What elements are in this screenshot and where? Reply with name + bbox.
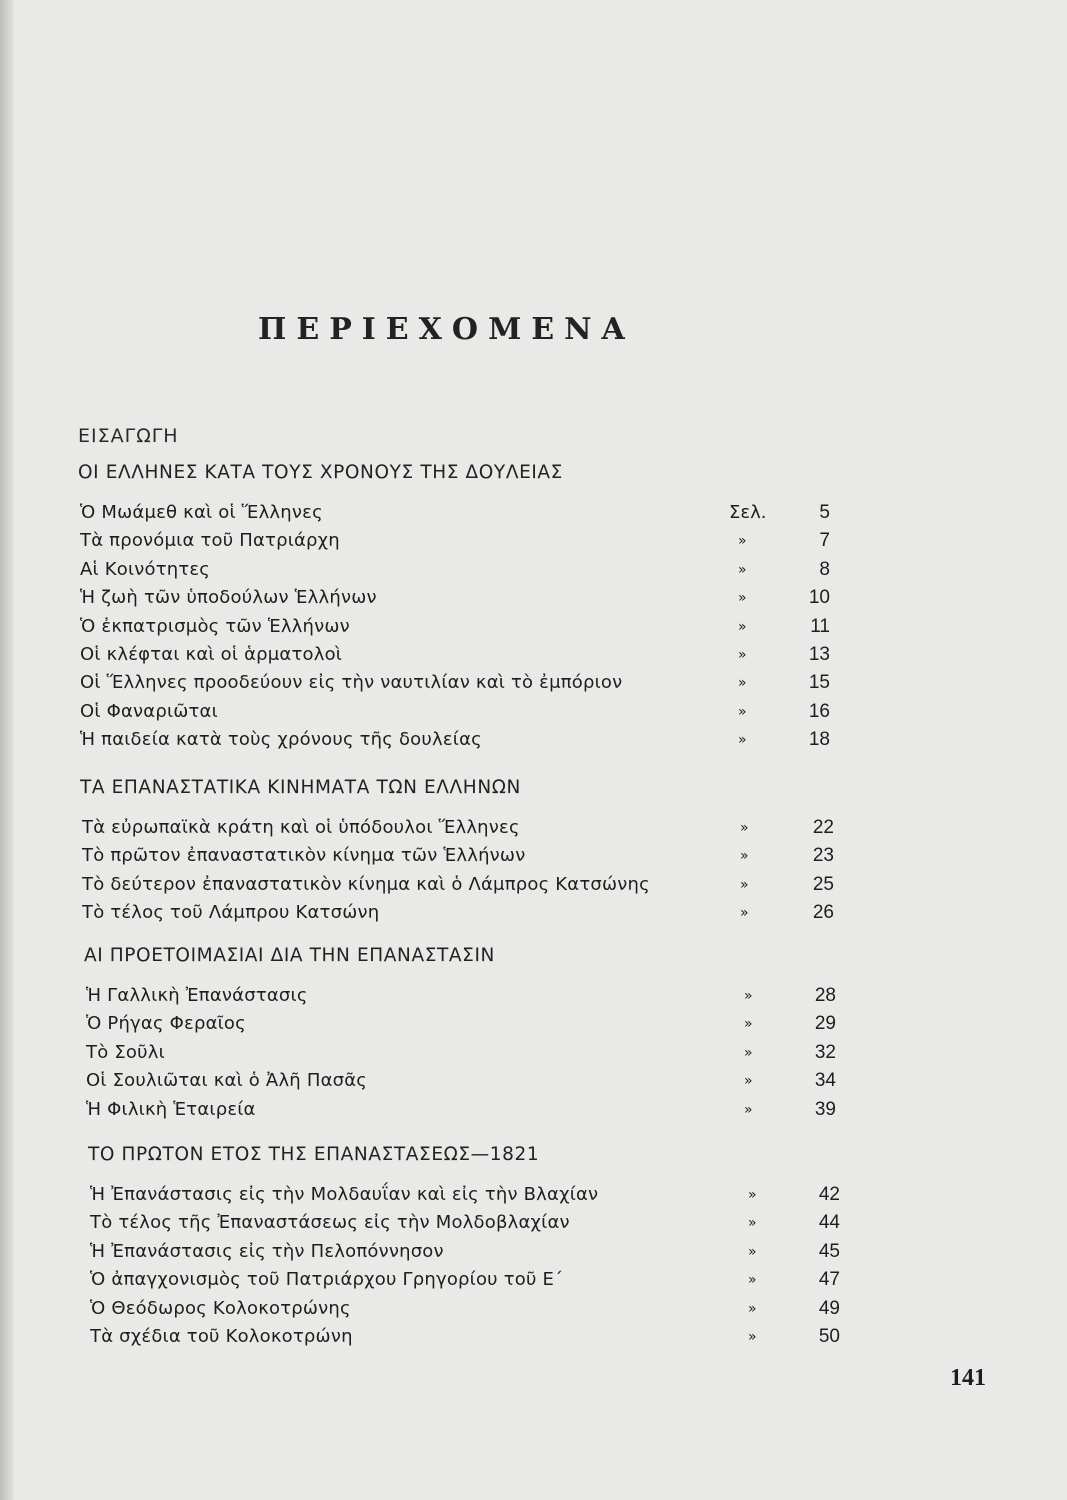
toc-entry bbox=[78, 669, 830, 697]
ditto-mark: » bbox=[738, 533, 747, 550]
entry-title: Ἡ Ἐπανάστασις εἰς τὴν Πελοπόννησον bbox=[90, 1240, 444, 1262]
entry-title: Οἱ κλέφται καὶ οἱ ἁρματολοὶ bbox=[80, 643, 343, 665]
ditto-mark: » bbox=[744, 1073, 753, 1090]
page-title: ΠΕΡΙΕΧΟΜΕΝΑ bbox=[258, 312, 635, 347]
toc-entry bbox=[84, 1096, 836, 1124]
ditto-mark: » bbox=[748, 1243, 757, 1260]
entry-title: Τὰ προνόμια τοῦ Πατριάρχη bbox=[80, 530, 340, 552]
toc-entry bbox=[88, 1209, 840, 1237]
toc-entry bbox=[84, 1039, 836, 1067]
entry-page: 49 bbox=[818, 1297, 840, 1319]
toc-section bbox=[80, 775, 834, 928]
entry-title: Ὁ Ρήγας Φεραῖος bbox=[86, 1013, 246, 1035]
entry-list bbox=[80, 814, 834, 928]
entry-page: 44 bbox=[818, 1212, 840, 1234]
toc-entry bbox=[84, 1067, 836, 1095]
ditto-mark: » bbox=[748, 1272, 757, 1289]
section-heading: ΑΙ ΠΡΟΕΤΟΙΜΑΣΙΑΙ ΔΙΑ ΤΗΝ ΕΠΑΝΑΣΤΑΣΙΝ bbox=[84, 945, 495, 966]
toc-entry bbox=[78, 527, 830, 555]
entry-page: 28 bbox=[814, 985, 836, 1006]
ditto-mark: » bbox=[738, 703, 747, 720]
ditto-mark: » bbox=[738, 561, 747, 578]
entry-page: 47 bbox=[818, 1269, 840, 1291]
ditto-mark: » bbox=[744, 988, 753, 1004]
entry-page: 32 bbox=[814, 1041, 836, 1063]
entry-page: 5 bbox=[819, 502, 830, 523]
entry-page: 13 bbox=[808, 643, 830, 665]
entry-title: Οἱ Ἕλληνες προοδεύουν εἰς τὴν ναυτιλίαν καὶ τὸ ἐμπόριον bbox=[80, 672, 623, 694]
toc-entry bbox=[80, 899, 834, 927]
page-binding-edge bbox=[0, 0, 14, 1500]
entry-title: Τὸ τέλος τοῦ Λάμπρου Κατσώνη bbox=[82, 902, 380, 924]
intro-heading: ΕΙΣΑΓΩΓΗ bbox=[78, 425, 179, 447]
entry-title: Ἡ Ἐπανάστασις εἰς τὴν Μολδαυΐαν καὶ εἰς τὴν Βλαχίαν bbox=[90, 1184, 599, 1205]
toc-entry bbox=[88, 1181, 840, 1209]
entry-title: Ἡ Φιλικὴ Ἑταιρεία bbox=[86, 1098, 256, 1120]
entry-page: 42 bbox=[818, 1184, 840, 1205]
toc-entry bbox=[88, 1238, 840, 1266]
entry-title: Τὸ δεύτερον ἐπαναστατικὸν κίνημα καὶ ὁ Λάμπρος Κατσώνης bbox=[82, 873, 650, 895]
ditto-mark: » bbox=[748, 1300, 757, 1317]
entry-page: 26 bbox=[812, 902, 834, 924]
entry-title: Τὸ πρῶτον ἐπαναστατικὸν κίνημα τῶν Ἑλλήνων bbox=[82, 845, 526, 867]
toc-entry bbox=[80, 814, 834, 842]
entry-list bbox=[78, 499, 830, 755]
entry-page: 22 bbox=[812, 817, 834, 838]
entry-page: 18 bbox=[808, 729, 830, 751]
ditto-mark: » bbox=[748, 1215, 757, 1232]
entry-title: Τὸ τέλος τῆς Ἐπαναστάσεως εἰς τὴν Μολδοβλαχίαν bbox=[90, 1212, 570, 1234]
ditto-mark: » bbox=[740, 848, 749, 865]
entry-page: 50 bbox=[818, 1325, 840, 1347]
toc-entry bbox=[78, 584, 830, 612]
entry-title: Ἡ ζωὴ τῶν ὑποδούλων Ἑλλήνων bbox=[80, 587, 377, 609]
ditto-mark: » bbox=[748, 1328, 757, 1345]
entry-title: Οἱ Σουλιῶται καὶ ὁ Ἀλῆ Πασᾶς bbox=[86, 1070, 368, 1092]
page-abbreviation: Σελ. bbox=[729, 502, 767, 523]
toc-entry bbox=[80, 842, 834, 870]
ditto-mark: » bbox=[738, 732, 747, 749]
entry-page: 23 bbox=[812, 845, 834, 867]
toc-entry bbox=[78, 499, 830, 527]
entry-title: Ἡ Γαλλικὴ Ἐπανάστασις bbox=[86, 985, 308, 1006]
entry-page: 16 bbox=[808, 700, 830, 722]
page-number: 141 bbox=[950, 1365, 986, 1391]
toc-entry bbox=[80, 871, 834, 899]
toc-entry bbox=[78, 556, 830, 584]
toc-entry bbox=[88, 1323, 840, 1351]
entry-title: Ὁ Θεόδωρος Κολοκοτρώνης bbox=[90, 1297, 351, 1319]
ditto-mark: » bbox=[748, 1187, 757, 1203]
toc-entry bbox=[88, 1266, 840, 1294]
entry-title: Αἱ Κοινότητες bbox=[80, 558, 211, 580]
ditto-mark: » bbox=[744, 1016, 753, 1033]
entry-list bbox=[88, 1181, 840, 1351]
section-heading: ΟΙ ΕΛΛΗΝΕΣ ΚΑΤΑ ΤΟΥΣ ΧΡΟΝΟΥΣ ΤΗΣ ΔΟΥΛΕΙΑΣ bbox=[78, 462, 563, 483]
toc-entry bbox=[78, 698, 830, 726]
entry-page: 8 bbox=[819, 558, 830, 580]
toc-entry bbox=[78, 613, 830, 641]
entry-page: 15 bbox=[808, 672, 830, 694]
entry-title: Τὰ εὐρωπαϊκὰ κράτη καὶ οἱ ὑπόδουλοι Ἕλληνες bbox=[82, 817, 520, 838]
toc-section bbox=[78, 460, 830, 755]
toc-entry bbox=[78, 641, 830, 669]
ditto-mark: » bbox=[740, 876, 749, 893]
entry-title: Ὁ ἐκπατρισμὸς τῶν Ἑλλήνων bbox=[80, 615, 350, 637]
ditto-mark: » bbox=[740, 820, 749, 836]
entry-title: Οἱ Φαναριῶται bbox=[80, 700, 218, 722]
section-heading: ΤΟ ΠΡΩΤΟΝ ΕΤΟΣ ΤΗΣ ΕΠΑΝΑΣΤΑΣΕΩΣ—1821 bbox=[88, 1144, 540, 1165]
entry-title: Τὰ σχέδια τοῦ Κολοκοτρώνη bbox=[90, 1325, 353, 1347]
toc-entry bbox=[78, 726, 830, 754]
entry-title: Τὸ Σοῦλι bbox=[86, 1041, 165, 1063]
ditto-mark: » bbox=[744, 1101, 753, 1118]
toc-section bbox=[88, 1142, 840, 1351]
toc-section bbox=[84, 943, 836, 1124]
entry-title: Ὁ Μωάμεθ καὶ οἱ Ἕλληνες bbox=[80, 502, 323, 523]
entry-title: Ὁ ἀπαγχονισμὸς τοῦ Πατριάρχου Γρηγορίου τοῦ Ε΄ bbox=[90, 1269, 564, 1291]
toc-entry bbox=[84, 982, 836, 1010]
entry-page: 29 bbox=[814, 1013, 836, 1035]
entry-page: 7 bbox=[819, 530, 830, 552]
ditto-mark: » bbox=[740, 905, 749, 922]
ditto-mark: » bbox=[738, 646, 747, 663]
ditto-mark: » bbox=[744, 1044, 753, 1061]
entry-page: 10 bbox=[808, 587, 830, 609]
entry-page: 39 bbox=[814, 1098, 836, 1120]
toc-entry bbox=[84, 1010, 836, 1038]
ditto-mark: » bbox=[738, 675, 747, 692]
toc-entry bbox=[88, 1295, 840, 1323]
entry-page: 25 bbox=[812, 873, 834, 895]
entry-page: 34 bbox=[814, 1070, 836, 1092]
entry-page: 45 bbox=[818, 1240, 840, 1262]
entry-page: 11 bbox=[810, 615, 830, 637]
section-heading: ΤΑ ΕΠΑΝΑΣΤΑΤΙΚΑ ΚΙΝΗΜΑΤΑ ΤΩΝ ΕΛΛΗΝΩΝ bbox=[80, 777, 521, 798]
entry-title: Ἡ παιδεία κατὰ τοὺς χρόνους τῆς δουλείας bbox=[80, 729, 482, 751]
ditto-mark: » bbox=[738, 618, 747, 635]
entry-list bbox=[84, 982, 836, 1124]
ditto-mark: » bbox=[738, 590, 747, 607]
